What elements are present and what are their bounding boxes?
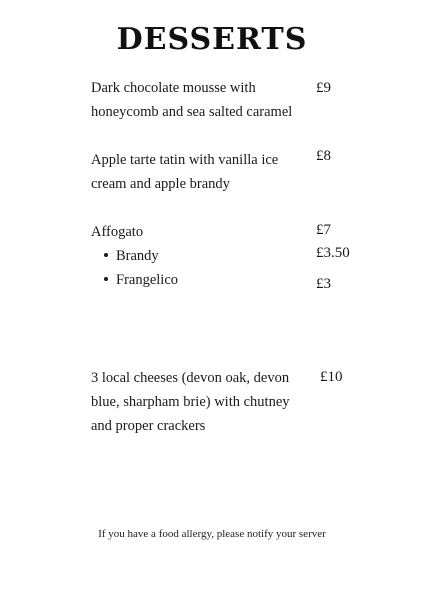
bullet-icon [104,277,108,281]
menu-item-description-line: honeycomb and sea salted caramel [91,104,293,120]
menu-item-chocolate-mousse [91,76,311,124]
menu-item-price: £9 [316,80,331,96]
menu-item-description-line: Apple tarte tatin with vanilla ice [91,152,279,168]
menu-item-price: £8 [316,148,331,164]
menu-option-brandy [104,246,159,266]
menu-option-frangelico [104,270,178,290]
menu-item-description-line: Affogato [91,224,144,240]
menu-item-description-line: cream and apple brandy [91,176,230,192]
page-title: DESSERTS [116,22,308,57]
menu-item-price: £7 [316,222,331,238]
bullet-icon [104,253,108,257]
menu-option-price: £3 [316,276,331,292]
menu-item-description-line: and proper crackers [91,418,206,434]
allergy-notice: If you have a food allergy, please notify your server [98,528,326,540]
menu-item-description-line: Dark chocolate mousse with [91,80,256,96]
menu-item-tarte-tatin [91,148,311,196]
menu-item-affogato [91,220,311,244]
menu-item-price: £10 [320,369,343,385]
menu-item-local-cheeses [91,366,316,438]
menu-item-description-line: blue, sharpham brie) with chutney [91,394,290,410]
menu-option-price: £3.50 [316,245,350,261]
menu-option-label: Frangelico [116,272,179,288]
menu-item-description-line: 3 local cheeses (devon oak, devon [91,370,290,386]
menu-option-label: Brandy [116,248,159,264]
